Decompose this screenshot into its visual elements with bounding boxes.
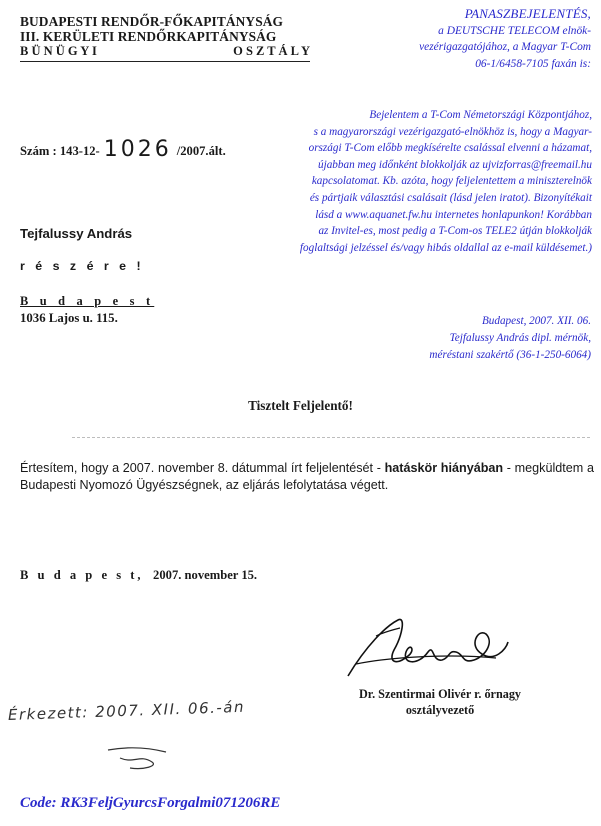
recipient-city: B u d a p e s t bbox=[20, 294, 155, 308]
receipt-note: Érkezett: 2007. XII. 06.-án bbox=[7, 697, 246, 724]
complaint-line: foglaltsági jelzéssel és/vagy hibás oldallal az e-mail küldésemet.) bbox=[299, 241, 592, 254]
letter-body-part-2: - megküldtem a Budapesti Nyomozó Ügyészségnek, az eljárás lefolytatása végett. bbox=[20, 461, 594, 492]
scan-artifact-line bbox=[72, 437, 590, 439]
recipient-name: Tejfalussy András bbox=[20, 226, 133, 241]
reference-prefix: Szám : 143-12- bbox=[20, 144, 100, 158]
receipt-scribble bbox=[100, 742, 180, 772]
complaint-body bbox=[262, 107, 592, 256]
complaint-header-line-2: a DEUTSCHE TELECOM elnök- bbox=[438, 24, 591, 37]
letterhead-line-1: BUDAPESTI RENDŐR-FŐKAPITÁNYSÁG bbox=[20, 14, 284, 29]
complaint-line: és pártjaik választási csalásait (lásd jelen iratot). Bizonyítékait bbox=[309, 191, 592, 204]
letterhead-line-3 bbox=[20, 44, 310, 59]
complaint-line: újabban meg időnként blokkolják az ujvizforras@freemail.hu bbox=[318, 158, 592, 171]
signature-scribble bbox=[336, 606, 516, 688]
reference-number bbox=[20, 136, 226, 161]
complaint-line: Bejelentem a T-Com Németországi Központjához, bbox=[369, 109, 592, 121]
signer-title: osztályvezető bbox=[405, 703, 475, 717]
signer-name: Dr. Szentirmai Olivér r. őrnagy bbox=[358, 687, 522, 701]
reference-handwritten-number: 1026 bbox=[103, 137, 172, 162]
letter-date-city: B u d a p e s t, bbox=[20, 568, 144, 582]
greeting: Tisztelt Feljelentő! bbox=[248, 398, 353, 413]
letterhead-department-left: B Ü N Ü G Y I bbox=[20, 44, 97, 58]
complaint-date: Budapest, 2007. XII. 06. bbox=[481, 315, 591, 327]
signer-block bbox=[330, 686, 550, 718]
complaint-title: PANASZBEJELENTÉS, bbox=[464, 6, 591, 21]
complaint-line: kapcsolatomat. Kb. azóta, hogy feljelentettem a miniszterelnök bbox=[311, 175, 592, 188]
letter-body bbox=[20, 460, 594, 494]
reference-suffix: /2007.ált. bbox=[176, 144, 226, 158]
letterhead bbox=[20, 14, 320, 59]
complaint-author-title: méréstani szakértő (36-1-250-6064) bbox=[429, 348, 591, 361]
letter-body-bold: hatáskör hiányában bbox=[384, 461, 504, 475]
letterhead-line-2: III. KERÜLETI RENDŐRKAPITÁNYSÁG bbox=[20, 29, 277, 44]
complaint-line: az Invitel-es, most pedig a T-Com-os TELE2 útján blokkolják bbox=[318, 225, 592, 238]
letter-body-part-1: Értesítem, hogy a 2007. november 8. dátummal írt feljelentését - bbox=[20, 461, 385, 475]
letter-date-value: 2007. november 15. bbox=[153, 568, 258, 582]
complaint-header-line-4: 06-1/6458-7105 faxán is: bbox=[475, 57, 591, 70]
complaint-header-line-3: vezérigazgatójához, a Magyar T-Com bbox=[419, 41, 591, 53]
document-code: Code: RK3FeljGyurcsForgalmi071206RE bbox=[20, 795, 281, 811]
complaint-line: országi T-Com előbb megkísérelte csalással elvenni a házamat, bbox=[308, 142, 592, 155]
recipient-for: r é s z é r e ! bbox=[20, 259, 145, 273]
letter-date bbox=[20, 568, 257, 583]
complaint-line: s a magyarországi vezérigazgató-elnökhöz is, hogy a Magyar- bbox=[313, 125, 592, 138]
complaint-signature bbox=[361, 313, 591, 363]
recipient-address: 1036 Lajos u. 115. bbox=[20, 311, 118, 325]
complaint-header bbox=[371, 6, 591, 72]
complaint-author: Tejfalussy András dipl. mérnök, bbox=[449, 331, 591, 344]
letterhead-rule bbox=[20, 61, 310, 62]
complaint-line: lásd a www.aquanet.fw.hu internetes honlapunkon! Korábban bbox=[315, 208, 592, 221]
letterhead-department-right: O S Z T Á L Y bbox=[233, 44, 310, 58]
